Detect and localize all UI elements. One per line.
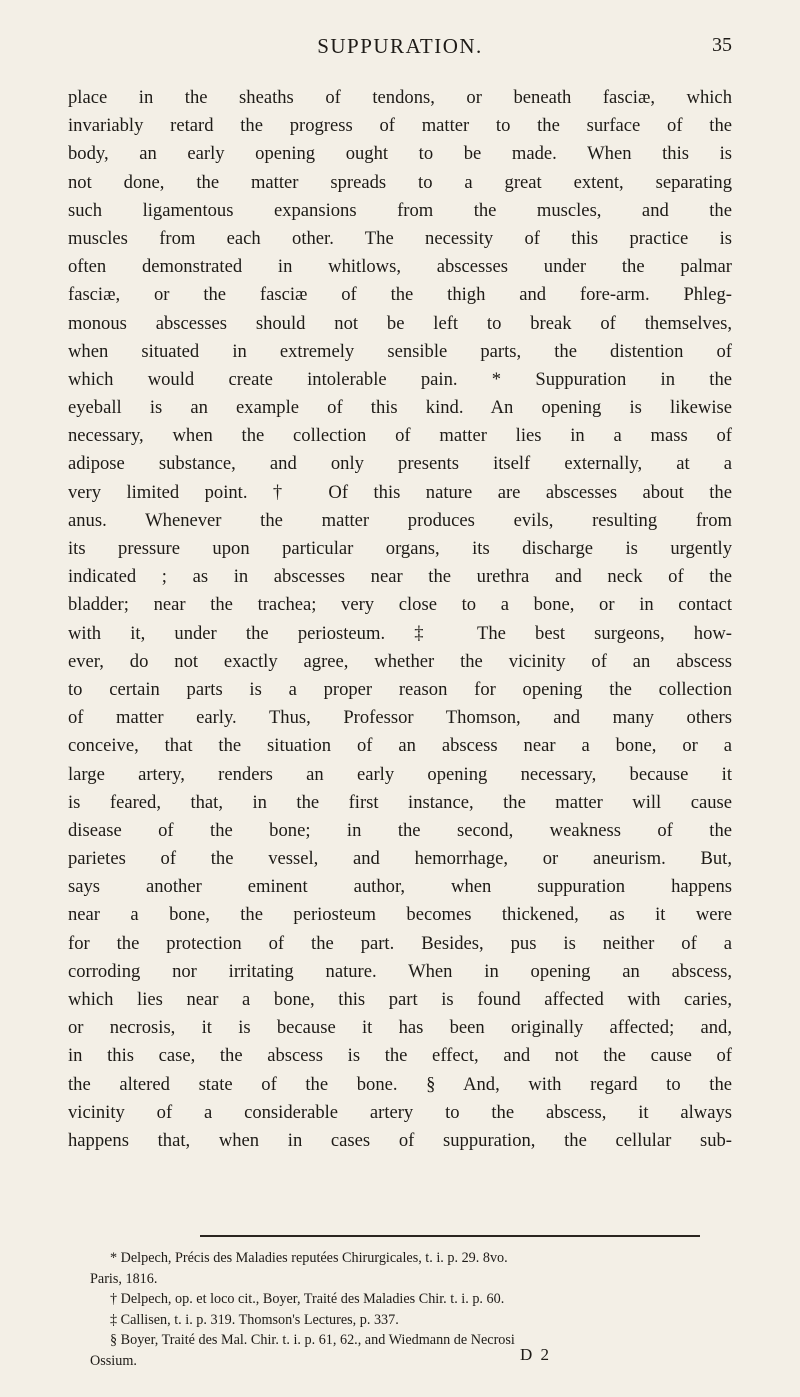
- text-line: or necrosis, it is because it has been originally affected; and,: [68, 1017, 732, 1039]
- text-line: body, an early opening ought to be made. When this is: [68, 143, 732, 165]
- text-line: for the protection of the part. Besides, pus is neither of a: [68, 932, 732, 954]
- text-line: which lies near a bone, this part is found affected with caries,: [68, 989, 732, 1010]
- text-line: muscles from each other. The necessity of this practice is: [68, 227, 732, 249]
- text-line: large artery, renders an early opening necessary, because it: [68, 763, 732, 785]
- running-head: [68, 32, 732, 62]
- text-line: near a bone, the periosteum becomes thickened, as it were: [68, 904, 732, 926]
- text-line: eyeball is an example of this kind. An opening is likewise: [68, 397, 732, 419]
- text-line: with it, under the periosteum. ‡ The best surgeons, how-: [68, 622, 732, 644]
- footnote-continuation: Paris, 1816.: [90, 1270, 158, 1287]
- text-line: vicinity of a considerable artery to the abscess, it always: [68, 1101, 732, 1123]
- footnote: † Delpech, op. et loco cit., Boyer, Traité des Maladies Chir. t. i. p. 60.: [110, 1291, 505, 1307]
- text-line: ever, do not exactly agree, whether the vicinity of an abscess: [68, 650, 732, 672]
- text-line: parietes of the vessel, and hemorrhage, or aneurism. But,: [68, 848, 732, 870]
- text-line: disease of the bone; in the second, weakness of the: [68, 819, 732, 841]
- page-number: 35: [712, 34, 732, 56]
- text-line: such ligamentous expansions from the muscles, and the: [68, 199, 732, 221]
- body-text: [68, 84, 732, 1155]
- footnote: § Boyer, Traité des Mal. Chir. t. i. p. 61, 62., and Wiedmann de Necrosi: [110, 1332, 515, 1348]
- text-line: says another eminent author, when suppuration happens: [68, 876, 732, 898]
- footnotes: [90, 1248, 732, 1371]
- text-line: indicated ; as in abscesses near the urethra and neck of the: [68, 566, 732, 588]
- text-line: necessary, when the collection of matter lies in a mass of: [68, 425, 732, 447]
- text-line: when situated in extremely sensible parts, the distention of: [68, 340, 732, 362]
- text-line: its pressure upon particular organs, its discharge is urgently: [68, 538, 732, 559]
- text-line: of matter early. Thus, Professor Thomson, and many others: [68, 707, 732, 729]
- signature-mark: D 2: [520, 1345, 552, 1364]
- text-line: in this case, the abscess is the effect, and not the cause of: [68, 1045, 732, 1067]
- text-line: corroding nor irritating nature. When in opening an abscess,: [68, 960, 732, 982]
- footnote-continuation: Ossium.: [90, 1352, 137, 1369]
- footnote: ‡ Callisen, t. i. p. 319. Thomson's Lectures, p. 337.: [110, 1311, 399, 1328]
- text-line: to certain parts is a proper reason for opening the collection: [68, 678, 732, 700]
- text-line: the altered state of the bone. § And, with regard to the: [68, 1073, 732, 1095]
- text-line: which would create intolerable pain. * Suppuration in the: [68, 368, 732, 390]
- text-line: place in the sheaths of tendons, or beneath fasciæ, which: [68, 87, 732, 108]
- text-line: adipose substance, and only presents itself externally, at a: [68, 453, 732, 475]
- text-line: monous abscesses should not be left to break of themselves,: [68, 312, 732, 334]
- text-line: happens that, when in cases of suppuration, the cellular sub-: [68, 1129, 732, 1151]
- footnote-divider: [200, 1235, 700, 1237]
- text-line: bladder; near the trachea; very close to a bone, or in contact: [68, 594, 732, 616]
- text-line: anus. Whenever the matter produces evils, resulting from: [68, 509, 732, 531]
- footnote: * Delpech, Précis des Maladies reputées Chirurgicales, t. i. p. 29. 8vo.: [110, 1250, 508, 1266]
- text-line: is feared, that, in the first instance, the matter will cause: [68, 791, 732, 813]
- text-line: often demonstrated in whitlows, abscesses under the palmar: [68, 256, 732, 278]
- text-line: very limited point. † Of this nature are abscesses about the: [68, 481, 732, 503]
- text-line: invariably retard the progress of matter to the surface of the: [68, 115, 732, 137]
- running-title: SUPPURATION.: [317, 34, 483, 58]
- text-line: conceive, that the situation of an abscess near a bone, or a: [68, 735, 732, 757]
- text-line: fasciæ, or the fasciæ of the thigh and fore-arm. Phleg-: [68, 284, 732, 306]
- text-line: not done, the matter spreads to a great extent, separating: [68, 171, 732, 193]
